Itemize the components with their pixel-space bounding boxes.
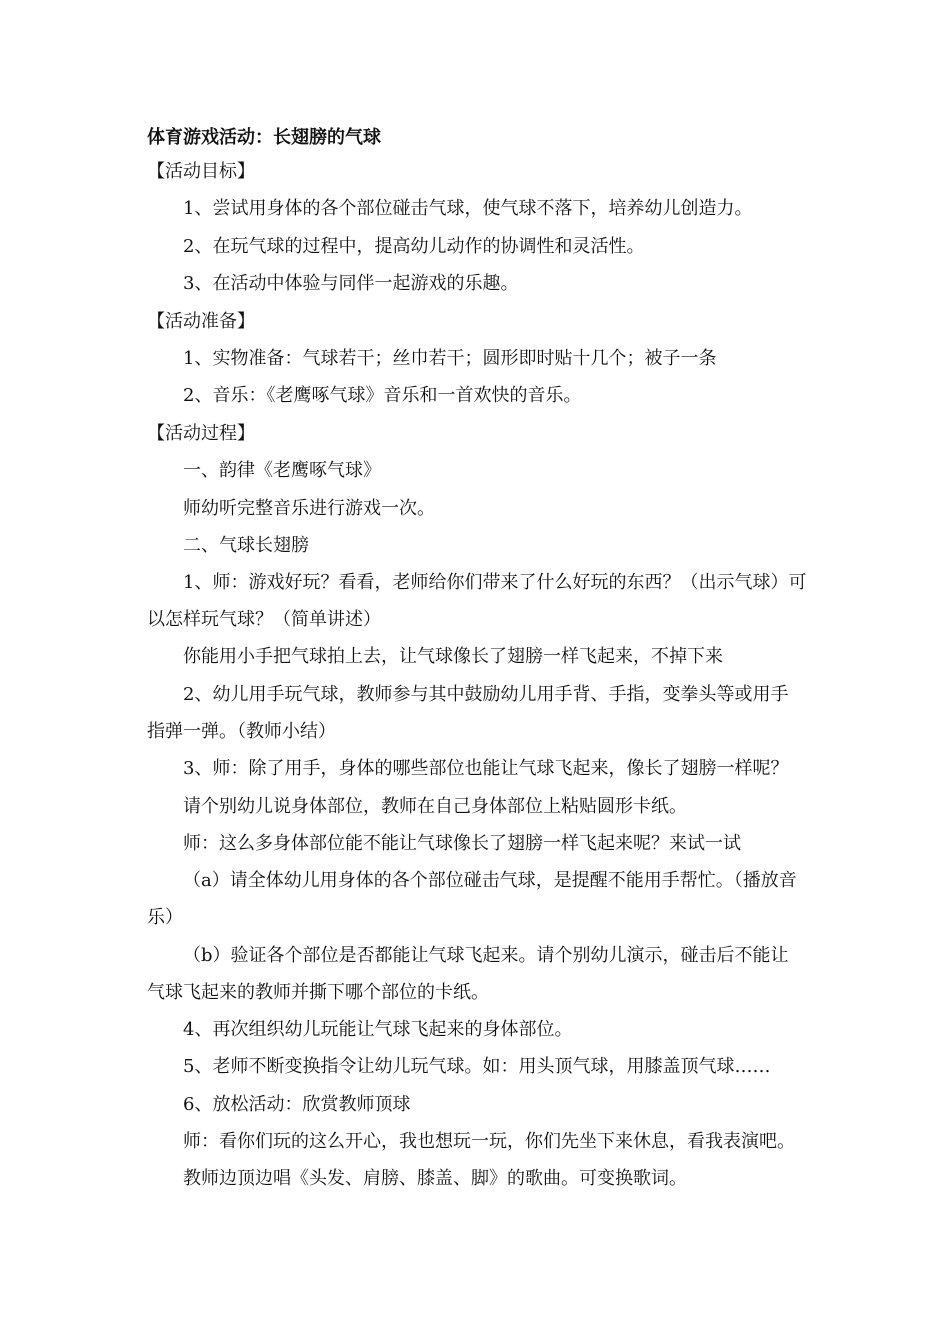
process-line: 指弹一弹。（教师小结） bbox=[147, 721, 336, 742]
process-line: 师：看你们玩的这么开心，我也想玩一玩，你们先坐下来休息，看我表演吧。 bbox=[183, 1131, 795, 1152]
process-line: （b）验证各个部位是否都能让气球飞起来。请个别幼儿演示，碰击后不能让 bbox=[183, 945, 789, 966]
process-line: 教师边顶边唱《头发、肩膀、膝盖、脚》的歌曲。可变换歌词。 bbox=[183, 1168, 687, 1189]
process-line: 你能用小手把气球拍上去，让气球像长了翅膀一样飞起来，不掉下来 bbox=[183, 646, 723, 667]
section-heading-process: 【活动过程】 bbox=[147, 423, 255, 444]
process-line: 6、放松活动：欣赏教师顶球 bbox=[183, 1094, 411, 1115]
process-line: 3、师：除了用手，身体的哪些部位也能让气球飞起来，像长了翅膀一样呢？ bbox=[183, 758, 789, 779]
document-title: 体育游戏活动：长翅膀的气球 bbox=[147, 127, 381, 148]
prep-item-1: 1、实物准备：气球若干；丝巾若干；圆形即时贴十几个；被子一条 bbox=[183, 348, 717, 369]
process-line: 二、气球长翅膀 bbox=[183, 535, 309, 556]
process-line: 师：这么多身体部位能不能让气球像长了翅膀一样飞起来呢？来试一试 bbox=[183, 833, 741, 854]
section-heading-prep: 【活动准备】 bbox=[147, 311, 255, 332]
process-line: 1、师：游戏好玩？看看，老师给你们带来了什么好玩的东西？（出示气球）可 bbox=[183, 572, 807, 593]
process-line: 以怎样玩气球？（简单讲述） bbox=[147, 609, 381, 630]
goal-item-3: 3、在活动中体验与同伴一起游戏的乐趣。 bbox=[183, 273, 519, 294]
process-line: 5、老师不断变换指令让幼儿玩气球。如：用头顶气球，用膝盖顶气球…… bbox=[183, 1056, 771, 1077]
process-line: 师幼听完整音乐进行游戏一次。 bbox=[183, 498, 435, 519]
process-line: （a）请全体幼儿用身体的各个部位碰击气球，是提醒不能用手帮忙。（播放音 bbox=[183, 870, 797, 891]
process-line: 一、韵律《老鹰啄气球》 bbox=[183, 460, 381, 481]
process-line: 气球飞起来的教师并撕下哪个部位的卡纸。 bbox=[147, 982, 489, 1003]
section-heading-goals: 【活动目标】 bbox=[147, 161, 255, 182]
process-line: 乐） bbox=[147, 907, 183, 928]
process-line: 请个别幼儿说身体部位，教师在自己身体部位上粘贴圆形卡纸。 bbox=[183, 796, 687, 817]
prep-item-2: 2、音乐：《老鹰啄气球》音乐和一首欢快的音乐。 bbox=[183, 385, 582, 406]
goal-item-2: 2、在玩气球的过程中，提高幼儿动作的协调性和灵活性。 bbox=[183, 236, 645, 257]
process-line: 2、幼儿用手玩气球，教师参与其中鼓励幼儿用手背、手指，变拳头等或用手 bbox=[183, 684, 789, 705]
goal-item-1: 1、尝试用身体的各个部位碰击气球，使气球不落下，培养幼儿创造力。 bbox=[183, 198, 753, 219]
process-line: 4、再次组织幼儿玩能让气球飞起来的身体部位。 bbox=[183, 1019, 573, 1040]
